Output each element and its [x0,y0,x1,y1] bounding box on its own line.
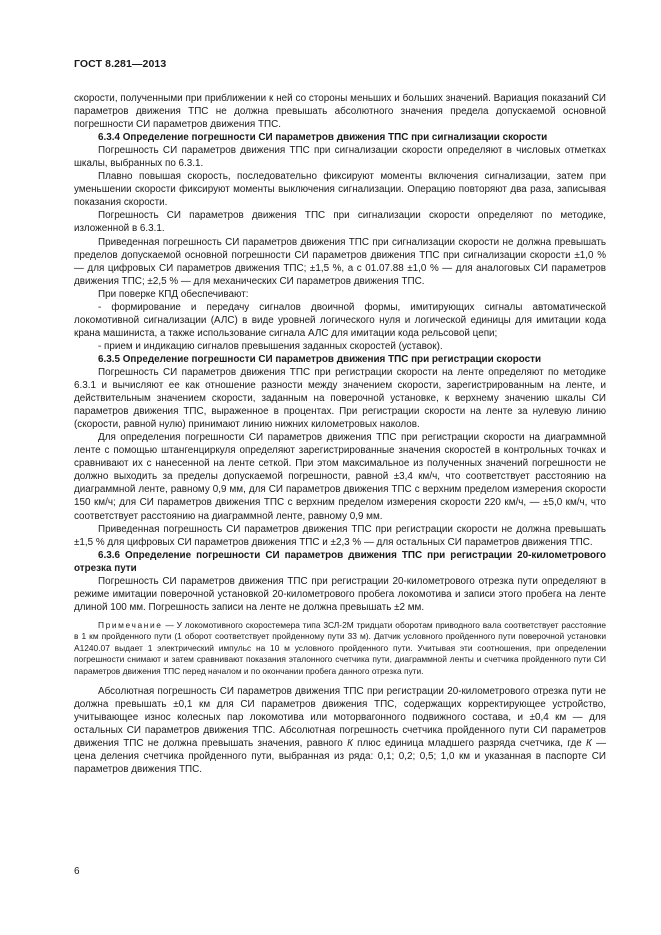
page-number: 6 [74,866,80,877]
document-header: ГОСТ 8.281—2013 [74,58,167,70]
final-text-2: плюс единица младшего разряда счетчика, где [352,738,587,750]
paragraph: Для определения погрешности СИ параметров движения ТПС при регистрации скорости на диаграммной ленте с помощью штангенциркуля определяют зарегистрированные значения скоростей в контрольных точках и сравнивают их с нанесенной на ленте сеткой. При этом максимальное из полученных значений погрешности не должно выходить за пределы допускаемой погрешности, равной ±3,4 км/ч, что соответствует расстоянию на диаграммной ленте, равному 0,9 мм, для СИ параметров движения ТПС с верхним пределом измерения скорости 150 км/ч; для СИ параметров движения ТПС с верхним пределом измерения скорости 220 км/ч, — ±5,0 км/ч, что соответствует расстоянию на диаграммной ленте, равному 0,9 мм. [74,432,606,522]
list-item: - формирование и передачу сигналов двоичной формы, имитирующих сигналы автоматической локомотивной сигнализации (АЛС) в виде уровней логического нуля и логической единицы для имитации кода крана машиниста, а также использование сигнала АЛС для имитации кода рельсовой цепи; [74,301,606,339]
section-heading-6-3-6: 6.3.6 Определение погрешности СИ параметров движения ТПС при регистрации 20-километрового отрезка пути [74,549,606,574]
paragraph: Погрешность СИ параметров движения ТПС при регистрации 20-километрового отрезка пути определяют в режиме имитации поверочной установкой 20-километрового пробега локомотива и записи этого пробега на ленте длиной 100 мм. Погрешность записи на ленте не должна превышать ±2 мм. [74,575,606,613]
final-paragraph [74,685,606,776]
variable-k: К [347,738,353,750]
variable-k: К [586,738,592,750]
list-item: - прием и индикацию сигналов превышения заданных скоростей (уставок). [98,340,443,352]
document-body [74,92,606,776]
final-text-1: Абсолютная погрешность СИ параметров движения ТПС при регистрации 20-километрового отрезка пути не должна превышать ±0,1 км для СИ параметров движения ТПС, содержащих корректирующее устройство, учитывающее износ колесных пар локомотива или моторвагонного подвижного состава, и ±0,4 км — для остальных СИ параметров движения ТПС. Абсолютная погрешность счетчика пройденного пути СИ параметров движения ТПС не должна превышать значения, равного [74,685,606,750]
final-text-3: — цена деления счетчика пройденного пути, выбранная из ряда: 0,1; 0,2; 0,5; 1,0 км и указанная в паспорте СИ параметров движения ТПС. [74,738,607,776]
paragraph: При поверке КПД обеспечивают: [98,288,249,300]
paragraph: Приведенная погрешность СИ параметров движения ТПС при регистрации скорости не должна превышать ±1,5 % для цифровых СИ параметров движения ТПС и ±2,3 % — для остальных СИ параметров движения ТПС. [74,523,606,548]
note-text: — У локомотивного скоростемера типа 3СЛ-2М тридцати оборотам приводного вала соответствует расстояние в 1 км пройденного пути (1 оборот соответствует пройденному пути 33 м). Датчик условного пройденного пути поверочной установки А1240.07 выдает 1 электрический импульс на 10 м условного пройденного пути. Учитывая эти соотношения, при определении погрешности снимают и затем сравнивают показания эталонного счетчика пути, диаграммной ленты и счетчика пройденного пути СИ параметров движения ТПС перед началом и по окончании пробега данного отрезка пути. [74,619,606,676]
paragraph: Погрешность СИ параметров движения ТПС при сигнализации скорости определяют по методике, изложенной в 6.3.1. [74,210,606,235]
paragraph: Погрешность СИ параметров движения ТПС при регистрации скорости на ленте определяют по методике 6.3.1 и вычисляют ее как отношение разности между значением скорости, зарегистрированным на ленте, и действительным значением скорости, заданным на поверочной установке, к верхнему значению шкалы СИ параметров движения ТПС, выраженное в процентах. При регистрации скорости на ленте за нулевую линию (скорости, равной нулю) принимают линию нижних километровых наколов. [74,366,606,431]
section-heading-6-3-5: 6.3.5 Определение погрешности СИ параметров движения ТПС при регистрации скорости [98,353,542,365]
note-label: Примечание [98,619,163,630]
paragraph: Погрешность СИ параметров движения ТПС при сигнализации скорости определяют в числовых отметках шкалы, выбранных по 6.3.1. [74,145,606,170]
section-heading-6-3-4: 6.3.4 Определение погрешности СИ параметров движения ТПС при сигнализации скорости [98,132,548,144]
note [74,620,606,677]
paragraph: скорости, полученными при приближении к ней со стороны меньших и больших значений. Вариация показаний СИ параметров движения ТПС не должна превышать абсолютного значения предела допускаемой основной погрешности СИ параметров движения ТПС. [74,93,606,131]
paragraph: Приведенная погрешность СИ параметров движения ТПС при сигнализации скорости не должна превышать пределов допускаемой основной погрешности СИ параметров движения ТПС при сигнализации скорости ±1,0 % — для цифровых СИ параметров движения ТПС; ±1,5 %, а с 01.07.88 ±1,0 % — для аналоговых СИ параметров движения ТПС; ±2,5 % — для механических СИ параметров движения ТПС. [74,236,606,287]
paragraph: Плавно повышая скорость, последовательно фиксируют моменты включения сигнализации, затем при уменьшении скорости фиксируют моменты выключения сигнализации. Операцию повторяют два раза, записывая показания скорости. [74,171,606,209]
